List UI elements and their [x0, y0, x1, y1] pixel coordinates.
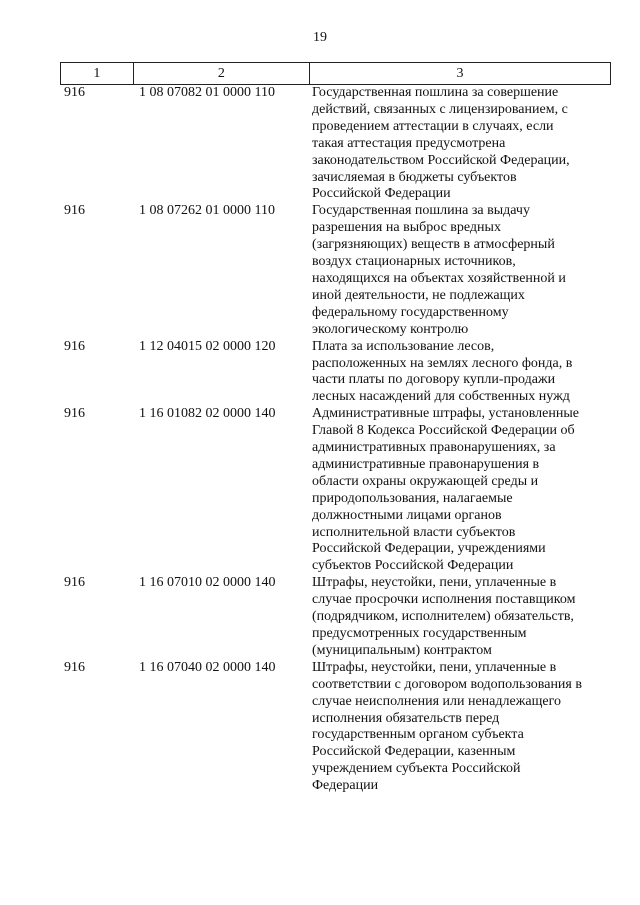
description-cell: Штрафы, неустойки, пени, уплаченные в случае просрочки исполнения поставщиком (подрядчиком, исполнителем) обязательств, предусмотренных государственным (муниципальным) контрактом [312, 575, 576, 658]
admin-code-cell: 916 [64, 659, 85, 675]
table-row [60, 406, 611, 575]
description-cell: Административные штрафы, установленные Главой 8 Кодекса Российской Федерации об административных правонарушениях, за административные правонарушения в области охраны окружающей среды и природопользования, налагаемые должностными лицами органов исполнительной власти субъектов Российской Федерации, учреждениями субъектов Российской Федерации [312, 406, 579, 574]
table-row [60, 339, 611, 407]
description-cell: Штрафы, неустойки, пени, уплаченные в соответствии с договором водопользования в случае неисполнения или ненадлежащего исполнения обязательств перед государственным органом субъекта Российской Федерации, казенным учреждением субъекта Российской Федерации [312, 659, 582, 794]
page-number: 19 [313, 30, 327, 45]
kbk-code-cell: 1 16 07010 02 0000 140 [139, 575, 276, 591]
kbk-code-cell: 1 12 04015 02 0000 120 [139, 338, 276, 354]
admin-code-cell: 916 [64, 575, 85, 591]
admin-code-cell: 916 [64, 406, 85, 422]
kbk-code-cell: 1 16 07040 02 0000 140 [139, 659, 276, 675]
kbk-code-cell: 1 08 07082 01 0000 110 [139, 85, 275, 100]
table-row [60, 203, 611, 338]
admin-code-cell: 916 [64, 203, 85, 219]
table-row [60, 575, 611, 660]
kbk-code-cell: 1 08 07262 01 0000 110 [139, 203, 275, 219]
description-cell: Государственная пошлина за совершение действий, связанных с лицензированием, с проведением аттестации в случаях, если такая аттестация предусмотрена законодательством Российской Федерации, зачисляемая в бюджеты субъектов Российской Федерации [312, 85, 570, 202]
table-row [60, 660, 611, 795]
description-cell: Плата за использование лесов, расположенных на землях лесного фонда, в части платы по договору купли-продажи лесных насаждений для собственных нужд [312, 338, 573, 405]
table-row [60, 85, 611, 203]
admin-code-cell: 916 [64, 85, 85, 100]
revenue-codes-table [60, 62, 611, 795]
table-header-row [60, 62, 611, 85]
description-cell: Государственная пошлина за выдачу разрешения на выброс вредных (загрязняющих) веществ в атмосферный воздух стационарных источников, находящихся на объектах хозяйственной и иной деятельности, не подлежащих федеральному государственному экологическому контролю [312, 203, 566, 337]
column-header-2: 2 [133, 63, 309, 84]
kbk-code-cell: 1 16 01082 02 0000 140 [139, 406, 276, 422]
column-header-3: 3 [309, 63, 610, 84]
admin-code-cell: 916 [64, 338, 85, 354]
column-header-1: 1 [93, 66, 101, 81]
